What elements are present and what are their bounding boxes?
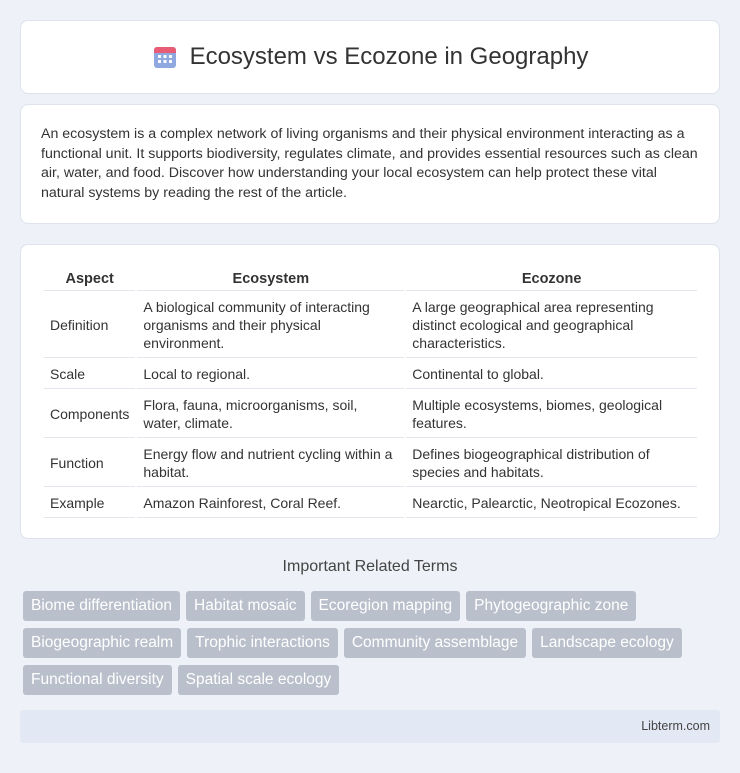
cell-aspect: Components — [44, 391, 135, 438]
table-header-row — [44, 265, 697, 291]
tag-link[interactable]: Spatial scale ecology — [178, 665, 340, 695]
footer — [20, 710, 720, 743]
cell-ecosystem: Amazon Rainforest, Coral Reef. — [137, 489, 404, 518]
cell-aspect: Function — [44, 440, 135, 487]
tag-link[interactable]: Ecoregion mapping — [311, 591, 461, 621]
header-aspect: Aspect — [44, 265, 135, 291]
cell-ecosystem: Flora, fauna, microorganisms, soil, water, climate. — [137, 391, 404, 438]
title-card — [20, 20, 720, 94]
intro-card — [20, 104, 720, 224]
tag-link[interactable]: Trophic interactions — [187, 628, 338, 658]
tag-link[interactable]: Habitat mosaic — [186, 591, 305, 621]
cell-ecozone: Multiple ecosystems, biomes, geological features. — [406, 391, 697, 438]
tag-link[interactable]: Community assemblage — [344, 628, 526, 658]
comparison-card — [20, 244, 720, 539]
header-ecosystem: Ecosystem — [137, 265, 404, 291]
header-ecozone: Ecozone — [406, 265, 697, 291]
calendar-icon — [152, 44, 178, 70]
tag-link[interactable]: Phytogeographic zone — [466, 591, 636, 621]
cell-ecozone: Nearctic, Palearctic, Neotropical Ecozones. — [406, 489, 697, 518]
table-row — [44, 440, 697, 487]
related-terms-list — [23, 591, 723, 695]
cell-ecozone: Continental to global. — [406, 360, 697, 389]
footer-brand-link[interactable]: Libterm.com — [641, 719, 710, 733]
cell-aspect: Definition — [44, 293, 135, 358]
tag-link[interactable]: Biome differentiation — [23, 591, 180, 621]
cell-aspect: Scale — [44, 360, 135, 389]
table-row — [44, 489, 697, 518]
cell-ecosystem: Energy flow and nutrient cycling within a habitat. — [137, 440, 404, 487]
table-row — [44, 293, 697, 358]
page-title: Ecosystem vs Ecozone in Geography — [189, 43, 589, 70]
table-row — [44, 360, 697, 389]
related-terms-heading: Important Related Terms — [282, 558, 458, 575]
comparison-table — [42, 263, 699, 520]
cell-ecosystem: Local to regional. — [137, 360, 404, 389]
cell-ecozone: A large geographical area representing distinct ecological and geographical characteristics. — [406, 293, 697, 358]
cell-aspect: Example — [44, 489, 135, 518]
tag-link[interactable]: Landscape ecology — [532, 628, 682, 658]
tag-link[interactable]: Functional diversity — [23, 665, 172, 695]
intro-text: An ecosystem is a complex network of living organisms and their physical environment interacting as a functional unit. It supports biodiversity, regulates climate, and provides essential resources such as clean air, water, and food. Discover how understanding your local ecosystem can help protect these vital natural systems by reading the rest of the article. — [41, 126, 698, 201]
cell-ecozone: Defines biogeographical distribution of species and habitats. — [406, 440, 697, 487]
table-row — [44, 391, 697, 438]
cell-ecosystem: A biological community of interacting organisms and their physical environment. — [137, 293, 404, 358]
tag-link[interactable]: Biogeographic realm — [23, 628, 181, 658]
